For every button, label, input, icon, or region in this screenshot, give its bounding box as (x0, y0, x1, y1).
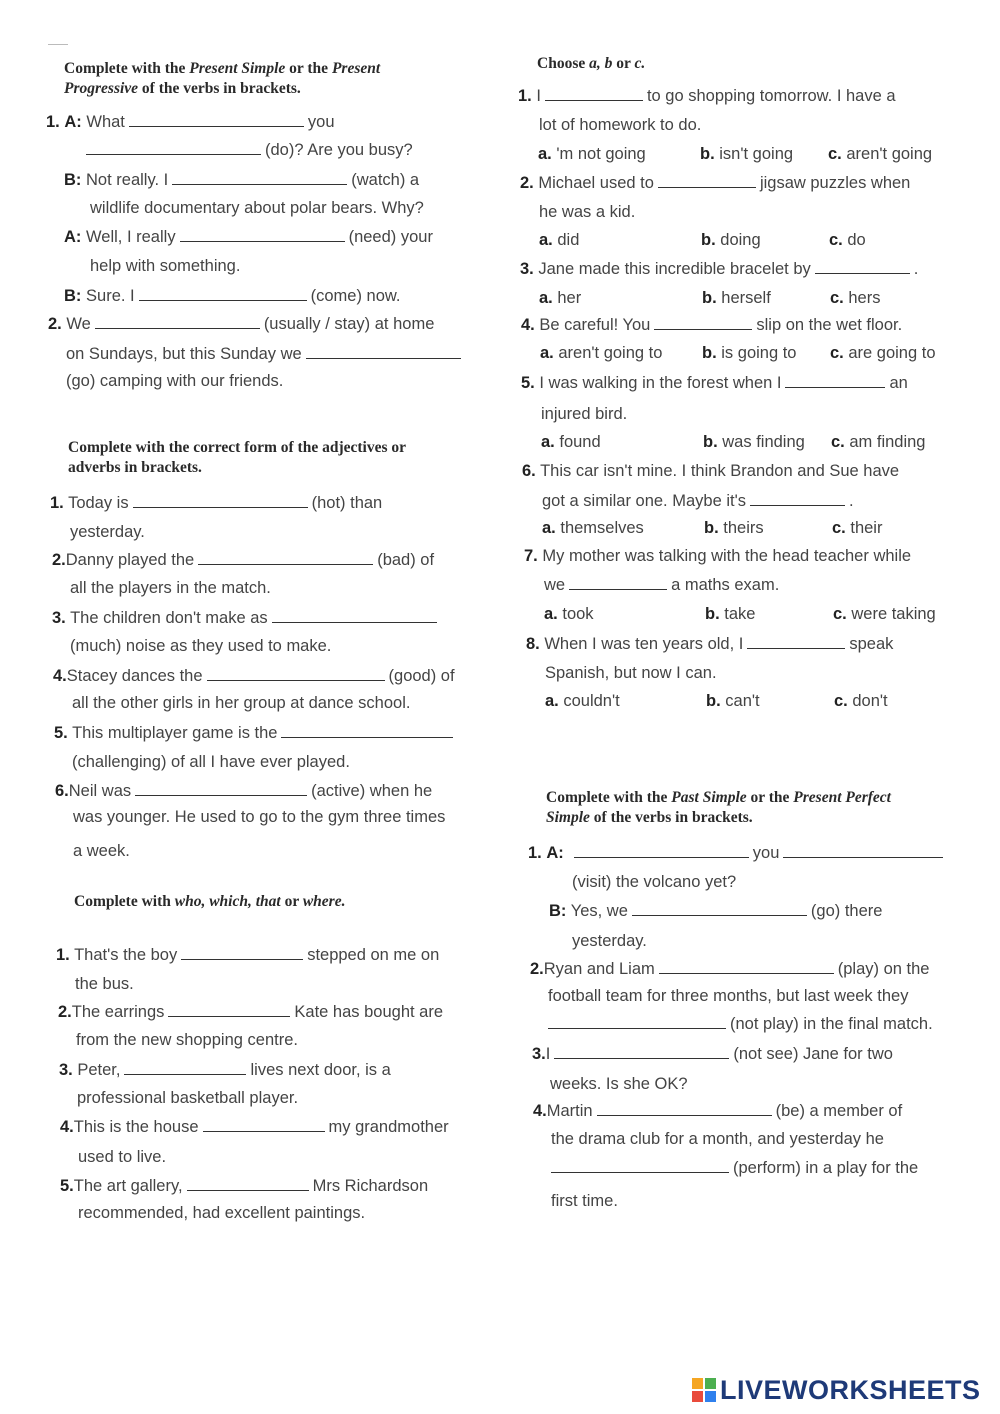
list-item: 1. A: What you (46, 113, 335, 131)
answer-blank[interactable] (783, 843, 943, 858)
choice-option[interactable]: c. their (832, 519, 883, 537)
list-item: 5.The art gallery, Mrs Richardson (60, 1177, 429, 1195)
choice-option[interactable]: c. aren't going (828, 145, 933, 163)
list-item: the drama club for a month, and yesterday he (551, 1130, 884, 1148)
list-item: (challenging) of all I have ever played. (72, 753, 350, 771)
list-item: all the other girls in her group at dance school. (72, 694, 411, 712)
list-item: 2. Michael used to jigsaw puzzles when (520, 174, 911, 192)
answer-blank[interactable] (95, 314, 260, 329)
answer-blank[interactable] (129, 112, 304, 127)
choice-option[interactable]: a. aren't going to (540, 344, 663, 362)
answer-blank[interactable] (597, 1101, 772, 1116)
divider (48, 44, 68, 45)
answer-blank[interactable] (207, 666, 385, 681)
list-item: (much) noise as they used to make. (70, 637, 332, 655)
choice-option[interactable]: a. her (539, 289, 582, 307)
choice-option[interactable]: b. can't (706, 692, 760, 710)
list-item: (perform) in a play for the (551, 1157, 918, 1179)
answer-blank[interactable] (124, 1060, 246, 1075)
answer-blank[interactable] (187, 1176, 309, 1191)
list-item: 6.Neil was (active) when he (55, 782, 433, 800)
list-item: was younger. He used to go to the gym three times (73, 808, 446, 826)
list-item: 7. My mother was talking with the head teacher while (524, 547, 912, 565)
list-item: 6. This car isn't mine. I think Brandon and Sue have (522, 462, 900, 480)
list-item: 8. When I was ten years old, I speak (526, 635, 894, 653)
list-item: (do)? Are you busy? (86, 139, 413, 161)
answer-blank[interactable] (306, 344, 461, 359)
list-item: 4.Martin (be) a member of (533, 1102, 903, 1120)
list-item: B: Yes, we (go) there (549, 902, 883, 920)
liveworksheets-icon (692, 1378, 716, 1402)
list-item: 2.Danny played the (bad) of (52, 551, 435, 569)
list-item: he was a kid. (539, 203, 636, 221)
list-item: first time. (551, 1192, 618, 1210)
choice-option[interactable]: b. doing (701, 231, 761, 249)
answer-blank[interactable] (658, 173, 756, 188)
list-item: all the players in the match. (70, 579, 271, 597)
answer-blank[interactable] (554, 1044, 729, 1059)
answer-blank[interactable] (548, 1014, 726, 1029)
choice-option[interactable]: b. herself (702, 289, 771, 307)
answer-blank[interactable] (281, 723, 453, 738)
list-item: 2.Ryan and Liam (play) on the (530, 960, 930, 978)
choice-option[interactable]: c. are going to (830, 344, 936, 362)
answer-blank[interactable] (198, 550, 373, 565)
list-item: injured bird. (541, 405, 628, 423)
list-item: 1. I to go shopping tomorrow. I have a (518, 87, 896, 105)
choice-option[interactable]: a. themselves (542, 519, 644, 537)
answer-blank[interactable] (750, 491, 845, 506)
list-item: 1. A: you (528, 842, 947, 864)
choice-option[interactable]: b. was finding (703, 433, 805, 451)
choice-option[interactable]: b. isn't going (700, 145, 794, 163)
list-item: 2. We (usually / stay) at home (48, 315, 435, 333)
list-item: 2.The earrings Kate has bought are (58, 1003, 444, 1021)
list-item: on Sundays, but this Sunday we (66, 343, 465, 365)
list-item: 3. The children don't make as (52, 607, 441, 629)
choice-option[interactable]: b. take (705, 605, 756, 623)
instruction-relative: Complete with who, which, that or where. (74, 893, 346, 910)
answer-blank[interactable] (139, 286, 307, 301)
list-item: the bus. (75, 975, 134, 993)
choice-option[interactable]: b. is going to (702, 344, 797, 362)
list-item: 3. Peter, lives next door, is a (59, 1061, 391, 1079)
list-item: got a similar one. Maybe it's . (542, 492, 854, 510)
list-item: Spanish, but now I can. (545, 664, 717, 682)
choice-option[interactable]: a. found (541, 433, 601, 451)
list-item: (not play) in the final match. (548, 1013, 933, 1035)
choice-option[interactable]: a. took (544, 605, 594, 623)
list-item: 1. Today is (hot) than (50, 494, 383, 512)
instruction-adjectives: Complete with the correct form of the adjectives or adverbs in brackets. (68, 439, 407, 476)
choice-option[interactable]: c. do (829, 231, 866, 249)
list-item: 3.I (not see) Jane for two (532, 1045, 893, 1063)
list-item: from the new shopping centre. (76, 1031, 298, 1049)
list-item: yesterday. (572, 932, 647, 950)
instruction-past: Complete with the Past Simple or the Present Perfect Simple of the verbs in brackets. (546, 789, 891, 826)
answer-blank[interactable] (574, 843, 749, 858)
list-item: wildlife documentary about polar bears. Why? (90, 199, 424, 217)
list-item: used to live. (78, 1148, 167, 1166)
answer-blank[interactable] (86, 140, 261, 155)
answer-blank[interactable] (785, 373, 885, 388)
list-item: A: Well, I really (need) your (64, 228, 433, 246)
answer-blank[interactable] (654, 315, 752, 330)
list-item: (visit) the volcano yet? (572, 873, 737, 891)
list-item: help with something. (90, 257, 241, 275)
list-item: 3. Jane made this incredible bracelet by . (520, 260, 919, 278)
choice-option[interactable]: c. don't (834, 692, 888, 710)
answer-blank[interactable] (181, 945, 303, 960)
choice-option[interactable]: a. did (539, 231, 580, 249)
answer-blank[interactable] (551, 1158, 729, 1173)
list-item: 4.This is the house my grandmother (60, 1118, 449, 1136)
brand-name: LIVEWORKSHEETS (720, 1374, 981, 1405)
answer-blank[interactable] (815, 259, 910, 274)
answer-blank[interactable] (203, 1117, 325, 1132)
list-item: 5. I was walking in the forest when I an (521, 374, 908, 392)
instruction-present: Complete with the Present Simple or the Present Progressive of the verbs in brackets. (64, 60, 381, 97)
list-item: football team for three months, but last week they (548, 987, 909, 1005)
answer-blank[interactable] (747, 634, 845, 649)
answer-blank[interactable] (272, 608, 437, 623)
list-item: we a maths exam. (544, 576, 780, 594)
choice-option[interactable]: b. theirs (704, 519, 764, 537)
list-item: a week. (73, 842, 130, 860)
list-item: 1. That's the boy stepped on me on (56, 946, 440, 964)
choice-option[interactable]: a. 'm not going (538, 145, 646, 163)
list-item: 4. Be careful! You slip on the wet floor. (521, 316, 903, 334)
choice-option[interactable]: a. couldn't (545, 692, 620, 710)
answer-blank[interactable] (659, 959, 834, 974)
list-item: 5. This multiplayer game is the (54, 722, 457, 744)
list-item: 4.Stacey dances the (good) of (53, 667, 455, 685)
answer-blank[interactable] (569, 575, 667, 590)
choice-option[interactable]: c. hers (830, 289, 881, 307)
liveworksheets-logo (692, 1375, 981, 1405)
list-item: recommended, had excellent paintings. (78, 1204, 366, 1222)
answer-blank[interactable] (180, 227, 345, 242)
answer-blank[interactable] (632, 901, 807, 916)
list-item: weeks. Is she OK? (550, 1075, 688, 1093)
list-item: (go) camping with our friends. (66, 372, 284, 390)
answer-blank[interactable] (135, 781, 307, 796)
answer-blank[interactable] (168, 1002, 290, 1017)
list-item: lot of homework to do. (539, 116, 702, 134)
answer-blank[interactable] (133, 493, 308, 508)
instruction-choose: Choose a, b or c. (537, 55, 646, 72)
list-item: yesterday. (70, 523, 145, 541)
answer-blank[interactable] (545, 86, 643, 101)
list-item: B: Sure. I (come) now. (64, 287, 401, 305)
list-item: B: Not really. I (watch) a (64, 171, 420, 189)
choice-option[interactable]: c. am finding (831, 433, 926, 451)
choice-option[interactable]: c. were taking (833, 605, 936, 623)
answer-blank[interactable] (172, 170, 347, 185)
list-item: professional basketball player. (77, 1089, 299, 1107)
